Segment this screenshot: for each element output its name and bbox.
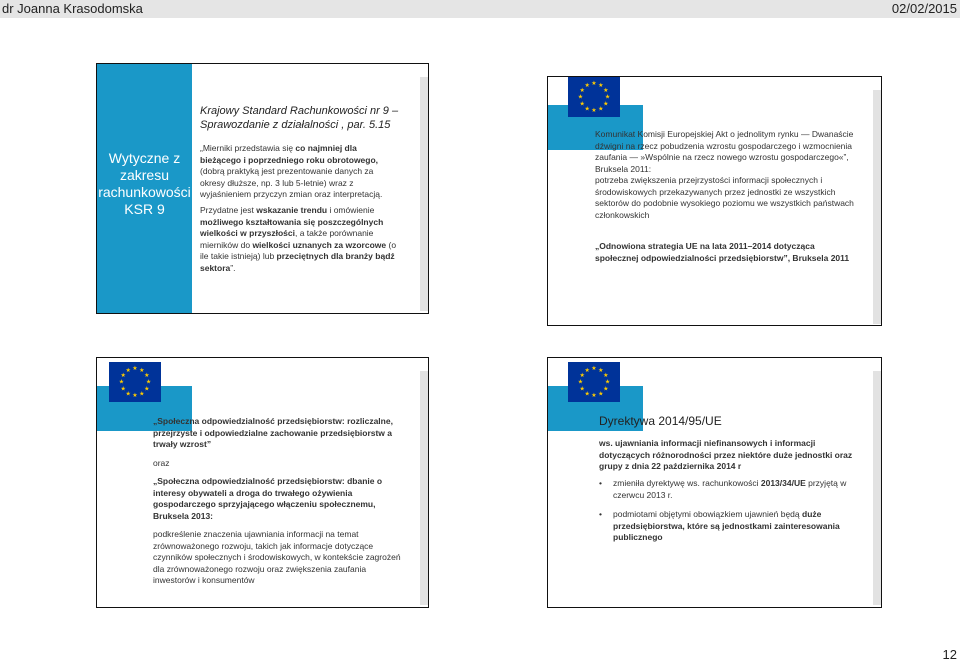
text-transparency: potrzeba zwiększenia przejrzystości informacji społecznych i środowiskowych przekazywanych przez jednostki ze wszystkich sektorów do podobnie wysokiego poziomu we wszystkich państwach członkowskich xyxy=(595,175,854,220)
text-run: przyjętą w czerwcu 2013 r. xyxy=(613,478,847,500)
text-disclosure: podkreślenie znaczenia ujawniania informacji na temat zrównoważonego rozwoju, takich jak informacje dotyczące czynników społecznych i środowiskowych, w kontekście zagrożeń dla zrównoważonego rozwoju oraz zwiększenia zaufania inwestorów i konsumentów xyxy=(153,529,401,585)
text-bold: „Odnowiona strategia UE na lata 2011–2014 dotycząca społecznej odpowiedzialności przedsiębiorstw”, Bruksela 2011 xyxy=(595,241,850,263)
page-header xyxy=(0,0,960,18)
eu-flag-icon xyxy=(568,77,620,117)
eu-flag-icon xyxy=(109,362,161,402)
text-run: „Mierniki przedstawia się xyxy=(200,143,296,153)
page-number: 12 xyxy=(942,647,957,662)
author-name: dr Joanna Krasodomska xyxy=(2,1,143,16)
slide-scroll-strip xyxy=(873,371,881,605)
paragraph-measures xyxy=(200,143,400,201)
text-bold: wskazanie trendu xyxy=(256,205,328,215)
slide-ksr9 xyxy=(96,63,429,314)
text-run: ”. xyxy=(230,262,236,273)
text-csr-1: „Społeczna odpowiedzialność przedsiębiorstw: rozliczalne, przejrzyste i odpowiedzialne zachowanie przedsiębiorstw a trwały wzrost” xyxy=(153,416,393,449)
text-communication: Komunikat Komisji Europejskiej Akt o jednolitym rynku ― Dwanaście dźwigni na rzecz pobudzenia wzrostu gospodarczego i wzmocnienia zaufania ― »Wspólnie na rzecz nowego wzrostu gospodarczego«”, Bruksela 2011: xyxy=(595,129,854,174)
slide-title: Dyrektywa 2014/95/UE xyxy=(599,414,722,428)
text-bold: przeciętnych dla branży bądź sektora xyxy=(200,251,395,273)
slide-title: Wytyczne z zakresu rachunkowości KSR 9 xyxy=(98,150,191,217)
slide-scroll-strip xyxy=(873,90,881,324)
slide-scroll-strip xyxy=(420,77,428,311)
eu-flag-icon xyxy=(568,362,620,402)
text-run: Przydatne jest xyxy=(200,205,257,215)
text-oraz: oraz xyxy=(153,457,170,468)
slide-body xyxy=(595,129,860,221)
text-run: (dobrą praktyką jest prezentowanie danych za okresy dłuższe, np. 3 lub 5-letnie) wraz z wyjaśnieniem przyczyn zmian oraz interpretacją. xyxy=(200,166,383,199)
text-run: zmieniła dyrektywę ws. rachunkowości xyxy=(613,478,761,488)
paragraph-trend xyxy=(200,205,400,274)
slide-scroll-strip xyxy=(420,371,428,605)
text-strategy xyxy=(595,241,855,264)
list-item xyxy=(599,509,859,544)
list-item xyxy=(599,478,859,501)
slide-directive xyxy=(547,357,882,608)
text-bold: możliwego kształtowania się poszczególnych wielkości w przyszłości xyxy=(200,216,384,238)
text-csr-2: „Społeczna odpowiedzialność przedsiębiorstw: dbanie o interesy obywateli a droga do trwałego ożywienia gospodarczego sprzyjającego włączeniu społecznemu, Bruksela 2013: xyxy=(153,476,383,521)
slide-csr xyxy=(96,357,429,608)
slide-body xyxy=(153,416,408,587)
text-bold: co najmniej dla bieżącego i poprzedniego roku obrotowego, xyxy=(200,143,379,165)
slide-eu-communication xyxy=(547,76,882,326)
bullet-list xyxy=(599,478,859,552)
text-bold: 2013/34/UE xyxy=(760,478,806,488)
text-bold: duże przedsiębiorstwa, które są jednostkami zainteresowania publicznego xyxy=(613,509,840,542)
slide-heading: Krajowy Standard Rachunkowości nr 9 – Sprawozdanie z działalności , par. 5.15 xyxy=(200,105,399,131)
slide-intro xyxy=(599,438,859,473)
header-date: 02/02/2015 xyxy=(891,1,957,16)
text-bold: wielkości uznanych za wzorcowe xyxy=(252,239,387,250)
text-run: (o ile takie istnieją) lub xyxy=(200,239,397,261)
text-run: i omówienie xyxy=(327,205,375,215)
text-run: , a także porównanie mierników do xyxy=(200,228,374,250)
text-bold: ws. ujawniania informacji niefinansowych i informacji dotyczących różnorodności przez niektóre duże jednostki oraz grupy z dnia 22 października 2014 r xyxy=(599,438,853,471)
text-run: podmiotami objętymi obowiązkiem ujawnień będą xyxy=(613,509,802,519)
